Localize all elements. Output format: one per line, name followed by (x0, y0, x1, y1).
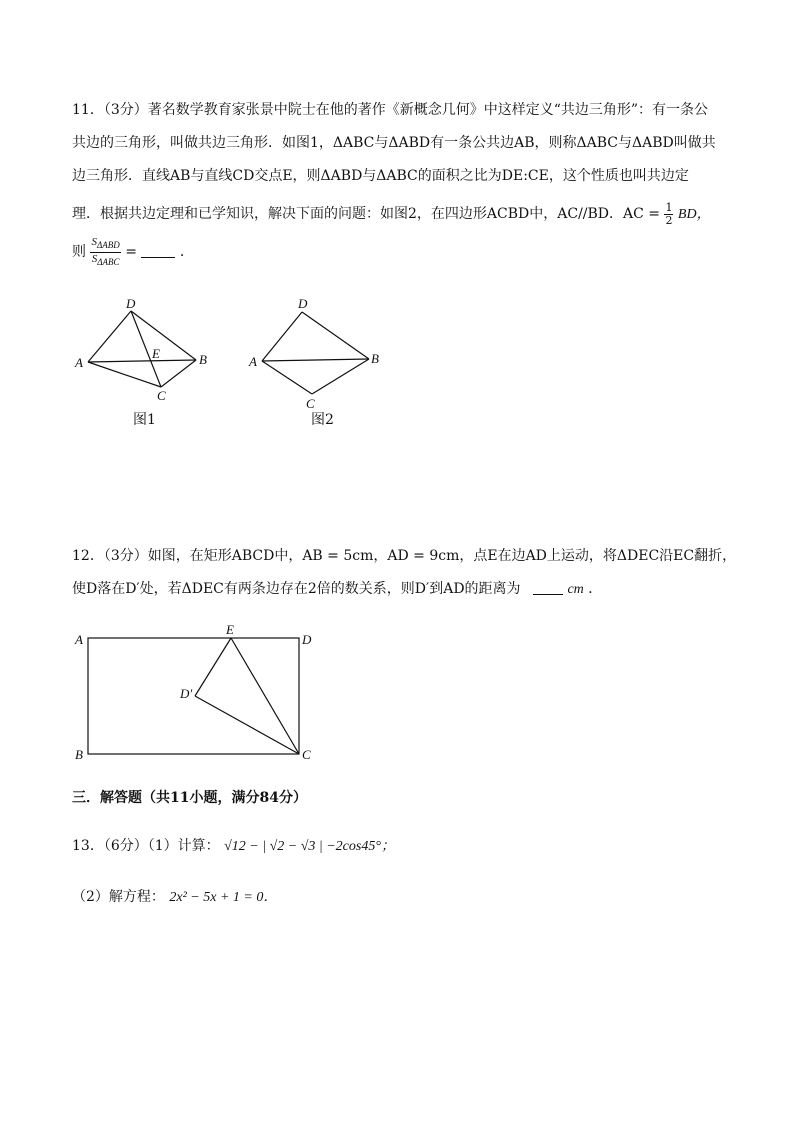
fig1-label-b: B (199, 352, 207, 367)
half-fraction (664, 202, 673, 227)
fig3-label-d-prime: D′ (180, 686, 193, 701)
q12-line-2-end: ． (588, 581, 603, 597)
fig2-label-a: A (249, 354, 257, 369)
area-ratio-fraction (90, 236, 120, 267)
fig1-label-a: A (75, 355, 83, 370)
half-numerator: 1 (665, 200, 673, 214)
segment-ec (231, 638, 299, 754)
ratio-denominator-s: S (91, 252, 98, 265)
q11-line-2: 共边的三角形，叫做共边三角形．如图1，ΔABC与ΔABD有一条公共边AB，则称ΔABC与ΔABD叫做共 (72, 135, 716, 151)
q11-line-5-end: ． (179, 244, 194, 260)
segment-cb (161, 360, 196, 387)
q11-line-1: 11．（3分）著名数学教育家张景中院士在他的著作《新概念几何》中这样定义“共边三角形”：有一条公 (72, 102, 709, 118)
ratio-numerator-sub: ΔABD (96, 240, 120, 251)
figure-2-caption: 图2 (311, 412, 334, 428)
ratio-numerator-s: S (91, 236, 97, 249)
q11-then-label: 则 (72, 244, 86, 260)
q13-line-1 (72, 836, 395, 857)
fig2-label-d: D (298, 296, 308, 311)
fig2-label-c: C (306, 396, 315, 410)
fig1-label-d: D (126, 296, 136, 311)
fig1-label-e: E (152, 346, 160, 361)
ratio-denominator (90, 253, 120, 268)
q13-part2-label: （2）解方程： (72, 889, 165, 905)
fig2-label-b: B (371, 351, 379, 366)
q13-part1-label: 13．（6分）（1）计算： (72, 838, 220, 854)
segment-ac (262, 361, 312, 394)
fig1-label-c: C (157, 388, 166, 403)
figure-1-diagram (70, 292, 220, 410)
q12-line-2 (72, 579, 602, 600)
equals-sign: = (125, 244, 137, 260)
fig3-label-e: E (226, 622, 234, 637)
segment-ed-prime (195, 638, 231, 696)
half-denominator: 2 (665, 213, 673, 227)
q11-line-4 (72, 199, 711, 229)
q11-line-3: 边三角形．直线AB与直线CD交点E，则ΔABD与ΔABC的面积之比为DE:CE，这个性质也叫共边定 (72, 168, 689, 184)
q13-line-2 (72, 887, 277, 908)
fig3-label-d: D (302, 632, 312, 647)
q13-equation: 2x² − 5x + 1 = 0． (169, 890, 278, 905)
segment-d-prime-c (195, 696, 299, 754)
segment-ac (88, 362, 161, 387)
fig3-label-b: B (75, 747, 83, 762)
q12-line-2-text: 使D落在D′处，若ΔDEC有两条边存在2倍的数关系，则D′到AD的距离为 (72, 581, 521, 597)
figure-2-diagram (244, 292, 394, 410)
q11-line-4-text: 理．根据共边定理和已学知识，解决下面的问题：如图2，在四边形ACBD中，AC//BD．AC = (72, 206, 661, 222)
fig3-label-c: C (302, 747, 311, 762)
segment-cb (312, 359, 369, 394)
segment-ab (262, 359, 369, 361)
fig3-label-a: A (75, 632, 83, 647)
figure-1-caption: 图1 (133, 412, 156, 428)
answer-blank-q12 (533, 582, 563, 595)
segment-ab (88, 360, 196, 362)
q12-unit: cm (567, 582, 584, 597)
segment-ad (88, 311, 131, 362)
rectangle-figure (70, 620, 330, 770)
ratio-denominator-sub: ΔABC (97, 256, 120, 267)
section-heading: 三．解答题（共11小题，满分84分） (72, 790, 307, 806)
ratio-numerator (90, 236, 120, 252)
q13-expression-1: √12 − | √2 − √3 | −2cos45°； (224, 839, 395, 854)
segment-db (302, 312, 369, 359)
answer-blank-q11 (141, 245, 175, 258)
segment-ad (262, 312, 302, 361)
q12-line-1: 12．（3分）如图，在矩形ABCD中，AB = 5cm，AD = 9cm，点E在边AD上运动，将ΔDEC沿EC翻折， (72, 548, 737, 564)
q11-line-4-end: BD， (677, 207, 711, 222)
q11-line-5 (72, 234, 194, 270)
